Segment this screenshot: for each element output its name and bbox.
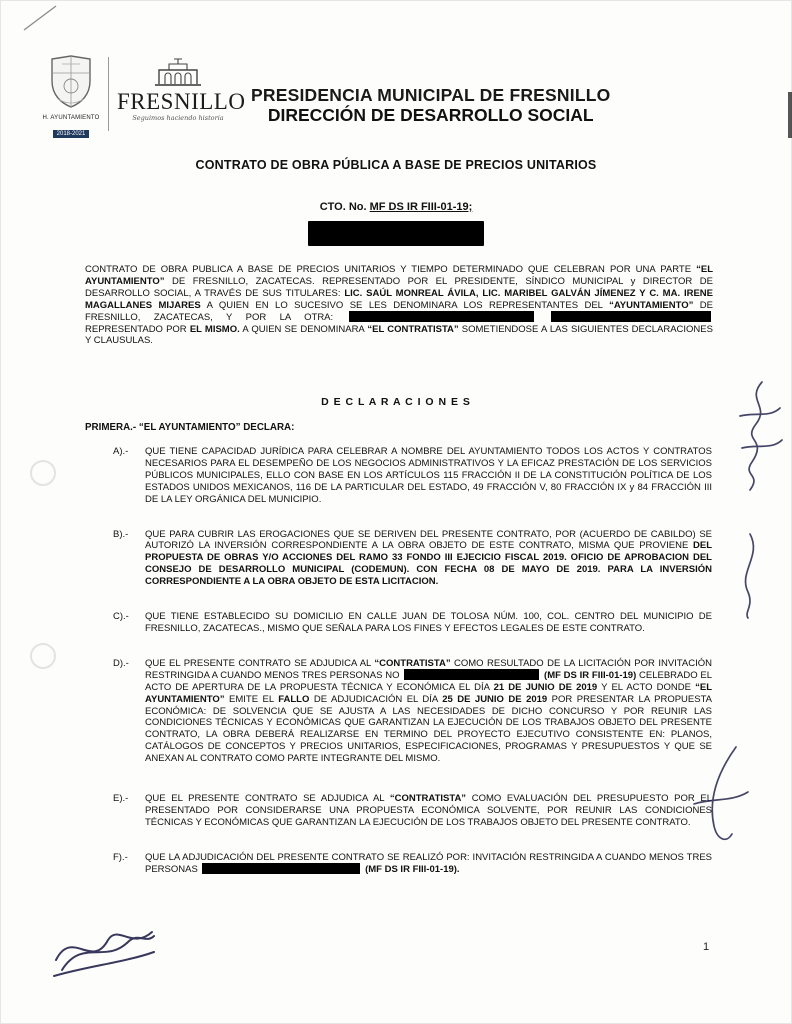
header-title-line2: DIRECCIÓN DE DESARROLLO SOCIAL (267, 105, 594, 125)
clause-a (113, 446, 712, 506)
header-title-line1: PRESIDENCIA MUNICIPAL DE FRESNILLO (251, 85, 611, 105)
seal-caption: H. AYUNTAMIENTO (42, 115, 100, 121)
clause-b (113, 529, 712, 589)
header-titles (251, 55, 610, 126)
seal-years: 2018-2021 (53, 130, 90, 138)
clause-d (113, 658, 712, 765)
clause-body: QUE EL PRESENTE CONTRATO SE ADJUDICA AL “CONTRATISTA” COMO RESULTADO DE LA LICITACIÓN POR INVITACIÓN RESTRINGIDA A CUANDO MENOS TRES PERSONAS NO (MF DS IR FIII-01-19) CELEBRADO EL ACTO DE APERTURA DE LA PROPUESTA TÉCNICA Y ECONÓMICA EL DÍA 21 DE JUNIO DE 2019 Y EL ACTO DONDE “EL AYUNTAMIENTO” EMITE EL FALLO DE ADJUDICACIÓN EL DÍA 25 DE JUNIO DE 2019 POR PRESENTAR LA PROPUESTA ECONÓMICA: DE SOLVENCIA QUE SE AJUSTA A LAS NECESIDADES DE DICHO CONCURSO Y POR REUNIR LAS CONDICIONES TÉCNICAS Y ECONÓMICAS QUE GARANTIZAN LA EJECUCIÓN DE LOS TRABAJOS OBJETO DEL PRESENTE CONTRATO, LA OBRA DEBERÁ REALIZARSE EN TERMINO DEL PROYECTO EJECUTIVO CONSISTENTE EN: PLANOS, CATÁLOGOS DE CONCEPTOS Y PRECIOS UNITARIOS, ESPECIFICACIONES, PROGRAMAS Y PRESUPUESTOS Y QUE SE ANEXAN AL CONTRATO COMO PARTE INTEGRANTE DEL MISMO. (145, 657, 713, 765)
hole-punch-mark (30, 643, 56, 669)
logo-tagline: Seguimos haciendo historia (132, 114, 224, 122)
clause-label: B).- (113, 528, 129, 540)
redaction-bar-inline (404, 669, 539, 680)
clause-label: A).- (113, 446, 129, 457)
header-divider (108, 57, 109, 131)
document-title: CONTRATO DE OBRA PÚBLICA A BASE DE PRECIOS UNITARIOS (195, 158, 597, 172)
redaction-bar-main (308, 221, 484, 246)
clause-label: F).- (113, 851, 128, 863)
logo-wordmark: FRESNILLO (117, 89, 246, 114)
page-number: 1 (703, 941, 710, 953)
letterhead (40, 55, 610, 140)
municipal-seal (40, 55, 102, 140)
scan-artifact-corner (22, 2, 58, 32)
declarations-heading: D E C L A R A C I O N E S (321, 396, 471, 408)
contract-number-label: CTO. No. (319, 201, 370, 213)
clause-f (113, 852, 712, 876)
clause-body: QUE PARA CUBRIR LAS EROGACIONES QUE SE DERIVEN DEL PRESENTE CONTRATO, POR (ACUERDO DE CABILDO) SE AUTORIZÓ LA INVERSIÓN CORRESPONDIENTE A LA OBRA OBJETO DE ESTE CONTRATO, MISMA QUE PROVIENE DEL PROPUESTA DE OBRAS Y/O ACCIONES DEL RAMO 33 FONDO III EJECICIO FISCAL 2019. OFICIO DE APROBACION DEL CONSEJO DE DESARROLLO MUNICIPAL (CODEMUN). CON FECHA 08 DE MAYO DE 2019. PARA LA INVERSIÓN CORRESPONDIENTE A LA OBRA OBJETO DE ESTA LICITACION. (145, 528, 712, 588)
clause-c (113, 611, 712, 635)
hole-punch-mark (30, 460, 56, 486)
fresnillo-logo (117, 55, 246, 122)
clause-body: QUE EL PRESENTE CONTRATO SE ADJUDICA AL “CONTRATISTA” COMO EVALUACIÓN DEL PRESUPUESTO POR EL PRESENTADO POR CONSIDERARSE UNA PROPUESTA ECONÓMICA SOLVENTE, POR REUNIR LAS CONDICIONES TÉCNICAS Y ECONÓMICAS QUE GARANTIZAN LA EJECUCIÓN DE LOS TRABAJOS OBJETO DEL PRESENTE CONTRATO. (145, 793, 712, 828)
intro-paragraph: CONTRATO DE OBRA PUBLICA A BASE DE PRECIOS UNITARIOS Y TIEMPO DETERMINADO QUE CELEBRAN POR UNA PARTE “EL AYUNTAMIENTO” DE FRESNILLO, ZACATECAS. REPRESENTADO POR EL PRESIDENTE, SÍNDICO MUNICIPAL y DIRECTOR DE DESARROLLO SOCIAL, A TRAVÉS DE SUS TITULARES: LIC. SAÚL MONREAL ÁVILA, LIC. MARIBEL GALVÁN JÍMENEZ Y C. MA. IRENE MAGALLANES MIJARES A QUIEN EN LO SUCESIVO SE LES DENOMINARA LOS REPRESENTANTES DEL “AYUNTAMIENTO” DE FRESNILLO, ZACATECAS, Y POR LA OTRA: REPRESENTADO POR EL MISMO. A QUIEN SE DENOMINARA “EL CONTRATISTA” SOMETIENDOSE A LAS SIGUIENTES DECLARACIONES Y CLAUSULAS. (85, 264, 713, 347)
clause-body: QUE TIENE ESTABLECIDO SU DOMICILIO EN CALLE JUAN DE TOLOSA NÚM. 100, COL. CENTRO DEL MUNICIPIO DE FRESNILLO, ZACATECAS., MISMO QUE SEÑALA PARA LOS FINES Y EFECTOS LEGALES DE ESTE CONTRATO. (145, 611, 712, 634)
coat-of-arms-icon (48, 55, 94, 109)
contract-number: MF DS IR FIII-01-19; (369, 201, 473, 213)
signature-scribble-bottom (48, 916, 158, 986)
ink-scribble-right-2 (728, 532, 768, 620)
clauses-list (113, 446, 712, 899)
scan-artifact-edge (788, 92, 792, 138)
primera-heading: PRIMERA.- “EL AYUNTAMIENTO” DECLARA: (85, 422, 295, 433)
clause-body: QUE TIENE CAPACIDAD JURÍDICA PARA CELEBRAR A NOMBRE DEL AYUNTAMIENTO TODOS LOS ACTOS Y CONTRATOS NECESARIOS PARA EL DESEMPEÑO DE LOS NEGOCIOS ADMINISTRATIVOS Y LA EFICAZ PRESTACIÓN DE LOS SERVICIOS PÚBLICOS MUNICIPALES, ELLO CON BASE EN LOS ARTÍCULOS 115 FRACCIÓN II DE LA CONSTITUCIÓN POLÍTICA DE LOS ESTADOS UNIDOS MEXICANOS, 116 DE LA PARTICULAR DEL ESTADO, 49 FRACCIÓN V, 80 FRACCIÓN IX y 84 FRACCIÓN III DE LA LEY ORGÁNICA DEL MUNICIPIO. (145, 446, 712, 505)
clause-body: QUE LA ADJUDICACIÓN DEL PRESENTE CONTRATO SE REALIZÓ POR: INVITACIÓN RESTRINGIDA A CUANDO MENOS TRES PERSONAS (MF DS IR FIII-01-19). (145, 851, 712, 875)
clause-label: E).- (113, 793, 129, 805)
clause-e (113, 793, 712, 829)
redaction-bar-inline (349, 311, 534, 322)
contract-number-line (0, 201, 792, 213)
clause-label: D).- (113, 657, 129, 669)
clause-label: C).- (113, 611, 129, 623)
building-icon (153, 56, 203, 86)
redaction-bar-inline (551, 311, 711, 322)
redaction-bar-inline (202, 863, 360, 874)
